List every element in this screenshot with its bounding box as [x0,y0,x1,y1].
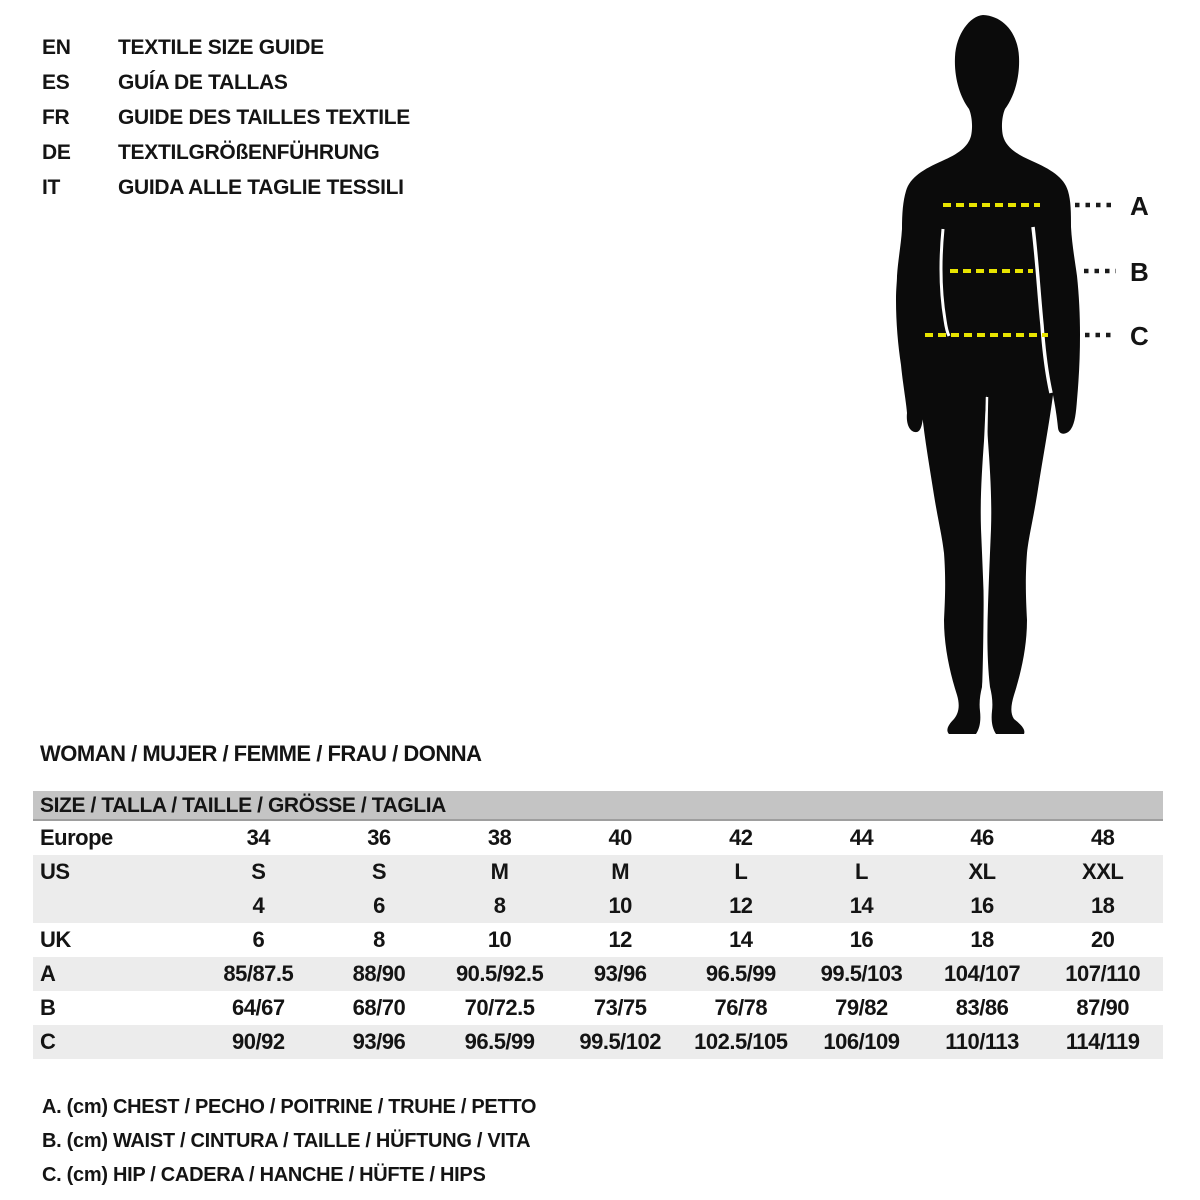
table-cell: 64/67 [232,995,285,1020]
table-cell: 99.5/102 [579,1029,661,1054]
table-row-us [33,855,1163,889]
table-cell: 114/119 [1065,1029,1140,1054]
table-cell: 18 [1090,893,1115,918]
language-code: FR [42,105,70,129]
table-cell: 6 [252,927,265,952]
body-measurement-figure [885,5,1163,745]
size-table-header: SIZE / TALLA / TAILLE / GRÖSSE / TAGLIA [33,791,1163,821]
table-cell: 12 [608,927,632,952]
size-table [33,791,1163,1059]
table-cell: 99.5/103 [820,961,903,986]
table-cell: 6 [373,893,385,918]
marker-label-a: A [1130,191,1149,221]
language-title: GUIDE DES TAILLES TEXTILE [118,105,410,129]
table-row-hip-c [33,1025,1163,1059]
table-cell: 40 [608,825,632,850]
table-cell: 76/78 [714,995,768,1020]
row-label: B [40,995,56,1020]
table-cell: XXL [1082,859,1124,884]
row-label: C [40,1029,56,1054]
table-cell: 85/87.5 [223,961,294,986]
table-cell: 93/96 [352,1029,406,1054]
table-cell: 20 [1090,927,1115,952]
legend-line-chest: A. (cm) CHEST / PECHO / POITRINE / TRUHE / PETTO [42,1096,537,1118]
row-label [33,889,198,923]
section-title: WOMAN / MUJER / FEMME / FRAU / DONNA [40,741,482,766]
table-cell: 110/113 [945,1029,1019,1054]
row-label: Europe [40,825,113,850]
table-cell: 44 [849,825,874,850]
marker-label-c: C [1130,321,1149,351]
table-cell: 102.5/105 [694,1029,788,1054]
table-cell: M [490,859,509,884]
language-code: IT [42,175,61,199]
language-row-fr [42,100,410,135]
language-code: EN [42,35,71,59]
table-cell: S [371,859,387,884]
table-cell: 18 [970,927,994,952]
table-cell: 96.5/99 [464,1029,535,1054]
woman-silhouette [885,5,1163,745]
table-cell: 87/90 [1076,995,1129,1020]
table-row-uk [33,923,1163,957]
table-cell: 70/72.5 [464,995,535,1020]
table-cell: 96.5/99 [705,961,776,986]
table-cell: 104/107 [944,961,1021,986]
language-row-it [42,170,410,205]
table-cell: M [611,859,630,884]
table-cell: 8 [373,927,385,952]
language-title: GUÍA DE TALLAS [118,70,288,94]
table-cell: 79/82 [835,995,888,1020]
marker-label-b: B [1130,257,1149,287]
table-row-us-numeric [33,889,1163,923]
table-cell: 14 [849,893,874,918]
table-cell: 73/75 [593,995,647,1020]
table-cell: S [251,859,266,884]
table-cell: 106/109 [823,1029,900,1054]
table-cell: 14 [729,927,753,952]
legend-line-hip: C. (cm) HIP / CADERA / HANCHE / HÜFTE / HIPS [42,1164,486,1186]
table-row-europe [33,821,1163,855]
table-cell: 88/90 [352,961,406,986]
language-row-en [42,30,410,65]
table-cell: 107/110 [1065,961,1141,986]
language-code: ES [42,70,70,94]
table-cell: 90/92 [232,1029,285,1054]
table-cell: 10 [487,927,512,952]
table-cell: 46 [970,825,994,850]
table-cell: 90.5/92.5 [455,961,544,986]
table-cell: 83/86 [955,995,1009,1020]
table-cell: 10 [608,893,632,918]
table-row-chest-a [33,957,1163,991]
language-title: TEXTILGRÖßENFÜHRUNG [118,140,380,164]
language-title: GUIDA ALLE TAGLIE TESSILI [118,175,404,199]
language-title: TEXTILE SIZE GUIDE [118,35,324,59]
table-cell: 68/70 [352,995,406,1020]
table-cell: 16 [970,893,994,918]
measurement-legend [42,1090,536,1192]
row-label: US [40,859,70,884]
language-row-de [42,135,410,170]
table-row-waist-b [33,991,1163,1025]
table-cell: 42 [729,825,753,850]
language-list [42,30,410,205]
table-cell: XL [968,859,996,884]
table-cell: 93/96 [593,961,647,986]
table-cell: 38 [487,825,512,850]
language-row-es [42,65,410,100]
table-cell: L [854,859,868,884]
table-cell: 16 [849,927,874,952]
legend-line-waist: B. (cm) WAIST / CINTURA / TAILLE / HÜFTUNG / VITA [42,1130,531,1152]
row-label: A [40,961,56,986]
table-cell: 8 [493,893,506,918]
table-cell: L [734,859,748,884]
row-label: UK [40,927,71,952]
table-cell: 48 [1090,825,1115,850]
table-cell: 4 [252,893,265,918]
table-cell: 34 [246,825,271,850]
table-cell: 12 [729,893,753,918]
table-cell: 36 [367,825,391,850]
language-code: DE [42,140,71,164]
